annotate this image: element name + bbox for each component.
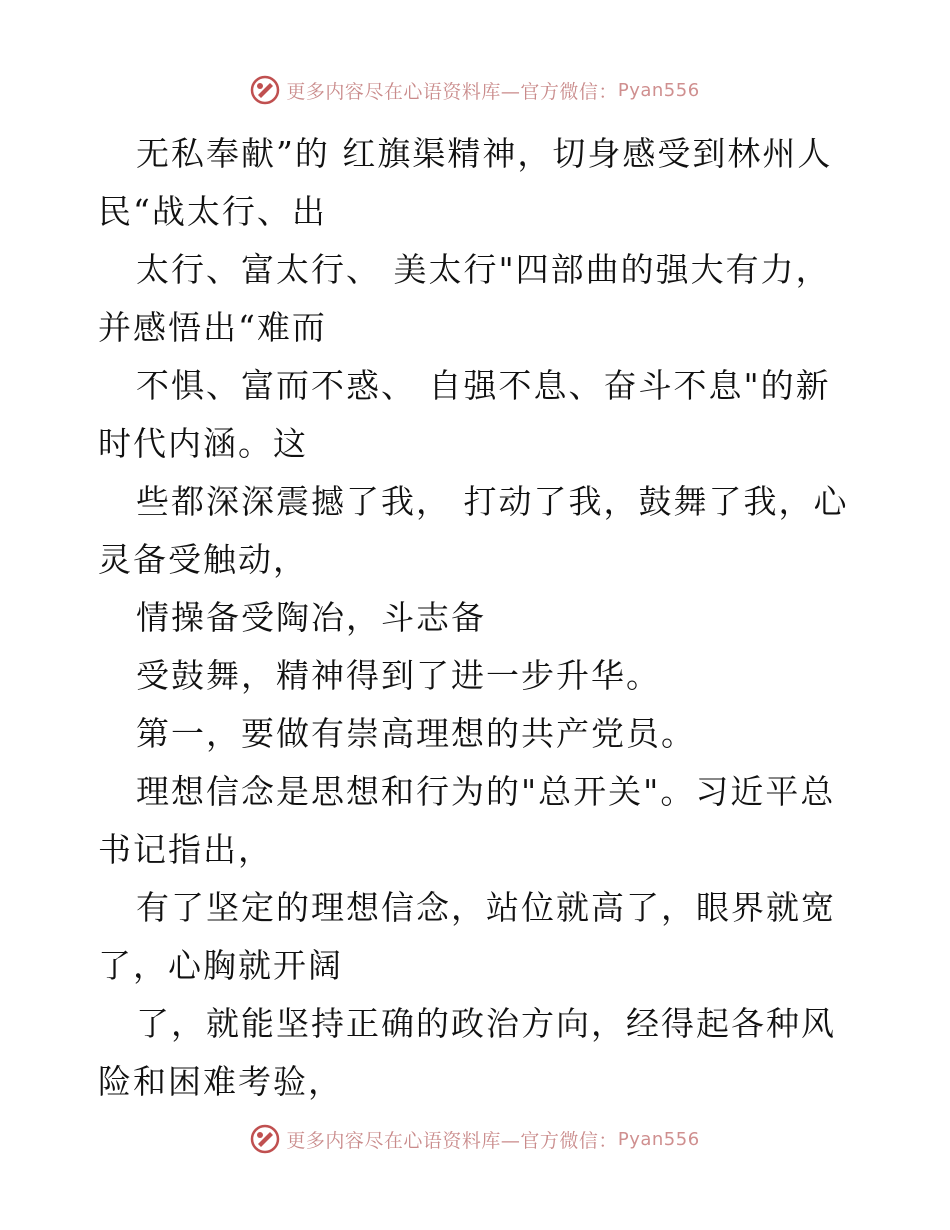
paragraph: 不惧、富而不惑、 自强不息、奋斗不息"的新时代内涵。这 <box>98 366 831 463</box>
paragraph: 理想信念是思想和行为的"总开关"。习近平总书记指出， <box>98 772 836 869</box>
watermark-text: 更多内容尽在心语资料库—官方微信： <box>286 80 618 103</box>
paragraph: 太行、富太行、 美太行"四部曲的强大有力，并感悟出“难而 <box>98 250 831 347</box>
paragraph: 有了坚定的理想信念，站位就高了，眼界就宽了，心胸就开阔 <box>98 888 836 985</box>
paragraph: 第一，要做有崇高理想的共产党员。 <box>136 714 696 753</box>
watermark-wechat-id: Pyan556 <box>617 79 700 101</box>
document-body <box>98 125 858 1111</box>
logo-icon <box>250 1124 280 1154</box>
paragraph: 情操备受陶冶，斗志备 <box>136 598 486 637</box>
paragraph: 无私奉献”的 红旗渠精神，切身感受到林州人民“战太行、出 <box>98 134 833 231</box>
paragraph: 了，就能坚持正确的政治方向，经得起各种风险和困难考验， <box>98 1004 836 1101</box>
watermark-text: 更多内容尽在心语资料库—官方微信： <box>286 1129 618 1152</box>
paragraph: 受鼓舞，精神得到了进一步升华。 <box>136 656 661 695</box>
footer-watermark <box>0 1122 950 1156</box>
logo-icon <box>250 75 280 105</box>
paragraph: 些都深深震撼了我， 打动了我，鼓舞了我，心灵备受触动， <box>98 482 849 579</box>
watermark-wechat-id: Pyan556 <box>617 1128 700 1150</box>
header-watermark <box>0 73 950 107</box>
